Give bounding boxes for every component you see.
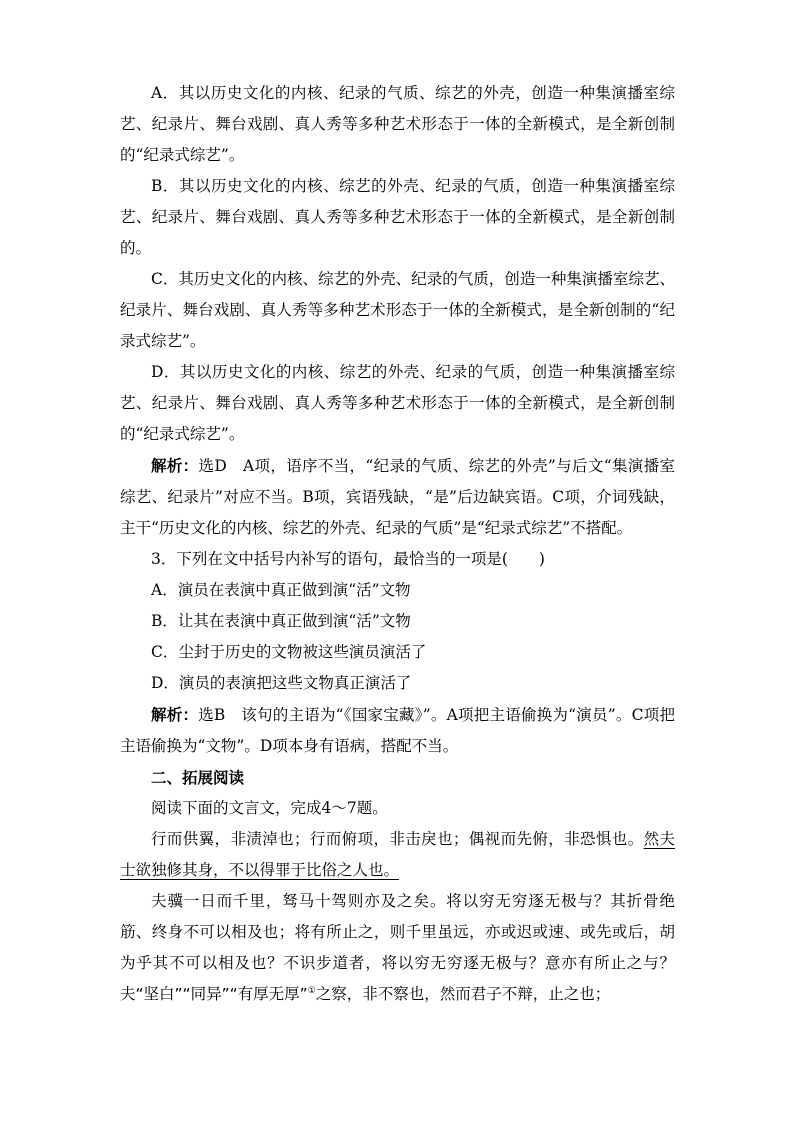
option-2b: B．其以历史文化的内核、综艺的外壳、纪录的气质，创造一种集演播室综艺、纪录片、舞台戏剧、真人秀等多种艺术形态于一体的全新模式，是全新创制的。 bbox=[120, 177, 675, 257]
analysis-q2 bbox=[120, 450, 675, 544]
question-3-stem: 3．下列在文中括号内补写的语句，最恰当的一项是( ) bbox=[151, 550, 545, 568]
classical-text: 夫骥一日而千里，驽马十驾则亦及之矣。将以穷无穷逐无极与？其折骨绝筋、终身不可以相及也；将有所止之，则千里虽远，亦或迟或速、或先或后，胡为乎其不可以相及也？不识步道者，将以穷无穷逐无极与？意亦有所止之与？ bbox=[120, 892, 675, 972]
option-2d: D．其以历史文化的内核、综艺的外壳、纪录的气质，创造一种集演播室综艺、纪录片、舞台戏剧、真人秀等多种艺术形态于一体的全新模式，是全新创制的“纪录式综艺”。 bbox=[120, 363, 675, 443]
analysis-text: 选D A项，语序不当，“纪录的气质、综艺的外壳”与后文“集演播室综艺、纪录片”对应不当。B项，宾语残缺，“是”后边缺宾语。C项，介词残缺，主干“历史文化的内核、综艺的外壳、纪录的气质”是“纪录式综艺”不搭配。 bbox=[120, 457, 675, 537]
classical-text-last: 夫“坚白”“同异”“有厚无厚” bbox=[120, 985, 308, 1003]
option-3b: B．让其在表演中真正做到演“活”文物 bbox=[151, 612, 411, 630]
option-3a: A．演员在表演中真正做到演“活”文物 bbox=[151, 581, 411, 599]
analysis-label: 解析： bbox=[151, 456, 199, 475]
analysis-label: 解析： bbox=[151, 705, 199, 724]
classical-paragraph-1 bbox=[120, 824, 675, 886]
reading-instruction: 阅读下面的文言文，完成4～7题。 bbox=[151, 799, 388, 817]
classical-text-tail: 之察，非不察也，然而君子不辩，止之也； bbox=[315, 985, 611, 1003]
document-page bbox=[120, 78, 675, 1010]
option-2c: C．其历史文化的内核、综艺的外壳、纪录的气质，创造一种集演播室综艺、纪录片、舞台戏剧、真人秀等多种艺术形态于一体的全新模式，是全新创制的“纪录式综艺”。 bbox=[120, 270, 675, 350]
option-3d: D．演员的表演把这些文物真正演活了 bbox=[151, 674, 412, 692]
option-2a: A．其以历史文化的内核、纪录的气质、综艺的外壳，创造一种集演播室综艺、纪录片、舞台戏剧、真人秀等多种艺术形态于一体的全新模式，是全新创制的“纪录式综艺”。 bbox=[120, 84, 675, 164]
analysis-q3 bbox=[120, 699, 675, 762]
option-3c: C．尘封于历史的文物被这些演员演活了 bbox=[151, 643, 427, 661]
underlined-sentence: 然夫士欲独修其身，不以得罪于比俗之人也。 bbox=[120, 830, 675, 879]
section-heading: 二、拓展阅读 bbox=[151, 768, 245, 787]
classical-paragraph-2 bbox=[120, 886, 675, 1010]
classical-text: 行而供翼，非渍淖也；行而俯项，非击戾也；偶视而先俯，非恐惧也。 bbox=[151, 830, 644, 848]
analysis-text: 选B 该句的主语为“《国家宝藏》”。A项把主语偷换为“演员”。C项把主语偷换为“文物”。D项本身有语病，搭配不当。 bbox=[120, 706, 675, 755]
footnote-marker: ① bbox=[307, 985, 316, 996]
